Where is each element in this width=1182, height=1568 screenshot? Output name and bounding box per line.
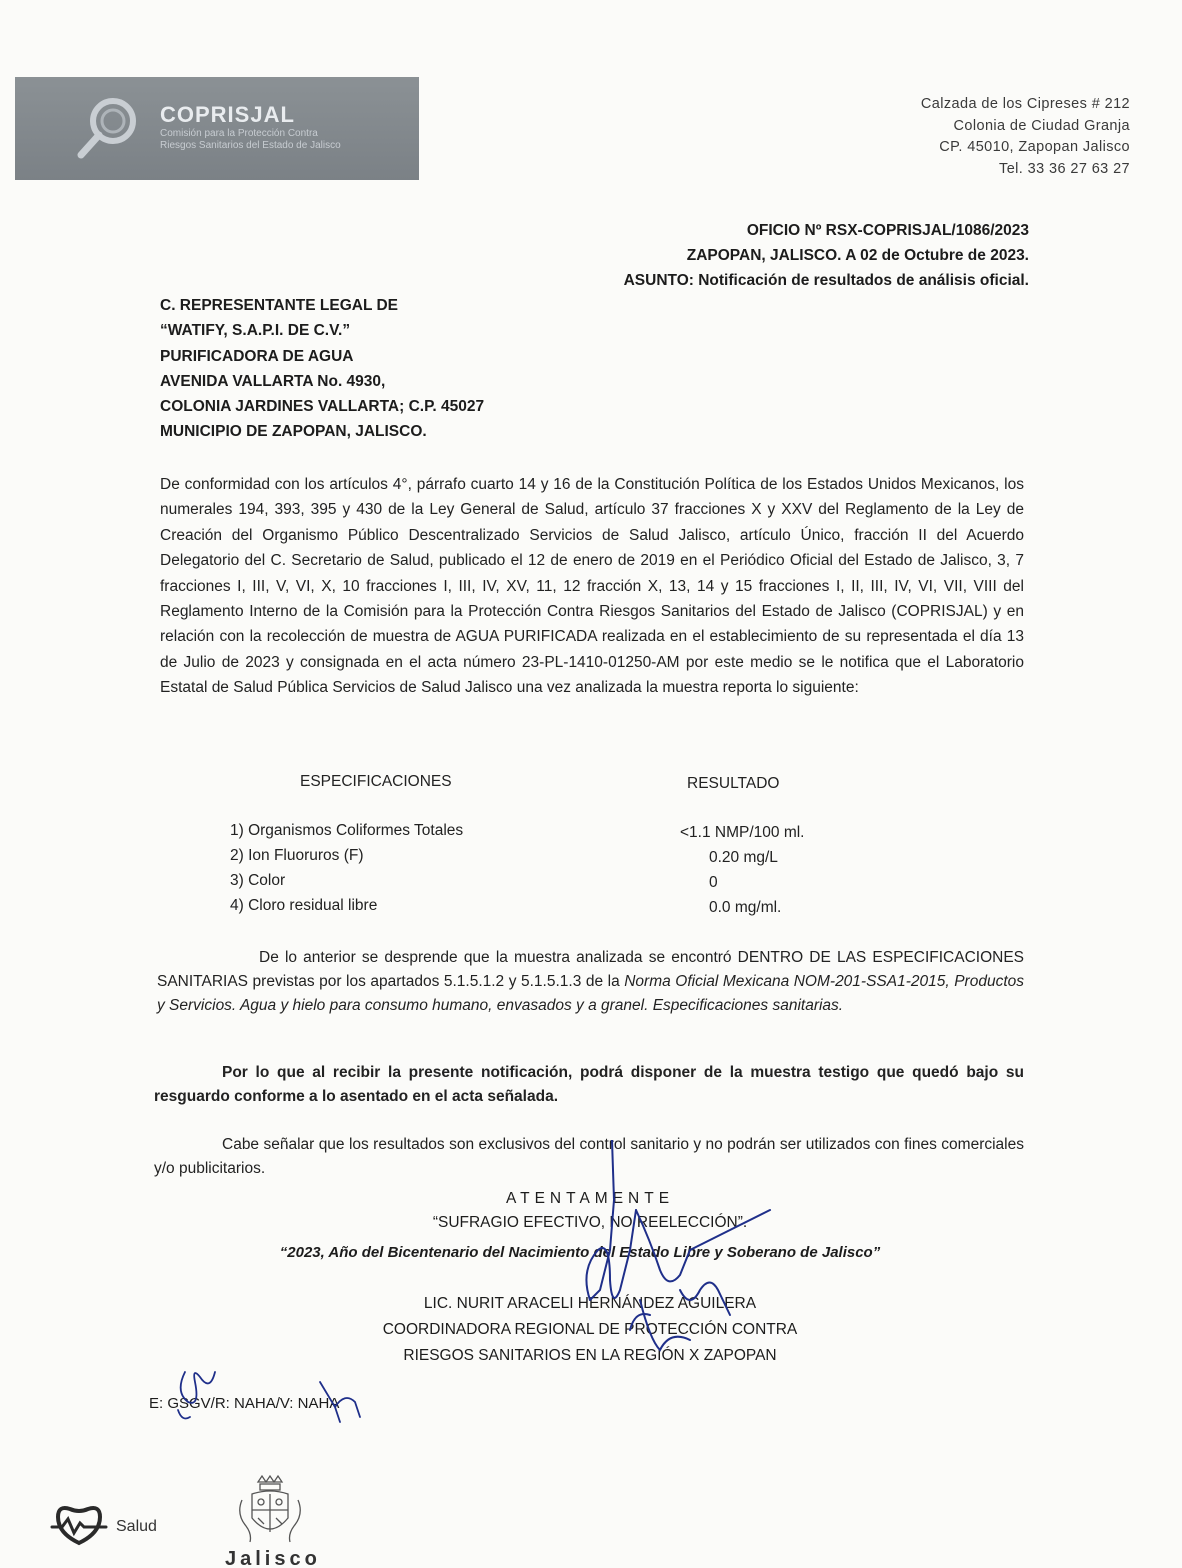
logo-subtitle — [160, 128, 410, 152]
address-line: CP. 45010, Zapopan Jalisco — [939, 139, 1130, 155]
exclusivity-text: Cabe señalar que los resultados son exclusivos del control sanitario y no podrán ser utilizados con fines comerciales y/o publicitarios. — [154, 1136, 1024, 1177]
result-row: 0.20 mg/L — [709, 849, 778, 866]
result-column-header: RESULTADO — [687, 775, 780, 792]
spec-row: 1) Organismos Coliformes Totales — [230, 822, 464, 839]
recipient-line: PURIFICADORA DE AGUA — [160, 347, 354, 365]
oficio-subject: ASUNTO: Notificación de resultados de análisis oficial. — [623, 272, 1029, 289]
signer-title: RIESGOS SANITARIOS EN LA REGIÓN X ZAPOPAN — [403, 1347, 777, 1364]
recipient-line: MUNICIPIO DE ZAPOPAN, JALISCO. — [160, 423, 427, 441]
spec-row: 2) Ion Fluoruros (F) — [230, 847, 364, 864]
address-line: Colonia de Ciudad Granja — [953, 117, 1130, 134]
recipient-line: COLONIA JARDINES VALLARTA; C.P. 45027 — [160, 398, 485, 416]
signer-name: LIC. NURIT ARACELI HERNÁNDEZ AGUILERA — [423, 1295, 757, 1312]
spec-row: 3) Color — [230, 872, 286, 889]
conclusion-paragraph — [157, 946, 1024, 1018]
logo-subtitle-line-1: Comisión para la Protección Contra — [160, 128, 318, 139]
closing-motto: “SUFRAGIO EFECTIVO, NO REELECCIÓN”. — [432, 1214, 748, 1231]
oficio-number: OFICIO Nº RSX-COPRISJAL/1086/2023 — [746, 222, 1029, 239]
initials-line: E: GSGV/R: NAHA/V: NAHA — [149, 1395, 340, 1412]
result-row: 0 — [709, 874, 718, 891]
result-row: 0.0 mg/ml. — [709, 899, 782, 916]
address-line: Calzada de los Cipreses # 212 — [920, 96, 1130, 112]
logo-subtitle-line-2: Riesgos Sanitarios del Estado de Jalisco — [160, 140, 341, 151]
recipient-line: AVENIDA VALLARTA No. 4930, — [160, 372, 386, 390]
norma-citation: Norma Oficial Mexicana NOM-201-SSA1-2015, Productos y Servicios. Agua y hielo para consumo humano, envasados y a granel. Especificaciones sanitarias. — [157, 973, 1024, 1014]
logo-title: COPRISJAL — [160, 102, 295, 127]
jalisco-coat-of-arms-icon — [236, 1474, 304, 1546]
spec-column-header: ESPECIFICACIONES — [300, 773, 452, 790]
handwritten-signature — [540, 1140, 800, 1360]
closing-anniversary: “2023, Año del Bicentenario del Nacimiento del Estado Libre y Soberano de Jalisco” — [279, 1244, 881, 1261]
muestra-text: Por lo que al recibir la presente notificación, podrá disponer de la muestra testigo que quedó bajo su resguardo conforme a lo asentado en el acta señalada. — [154, 1064, 1024, 1105]
result-row: <1.1 NMP/100 ml. — [680, 824, 805, 841]
oficio-place-date: ZAPOPAN, JALISCO. A 02 de Octubre de 2023. — [686, 247, 1029, 264]
spec-row: 4) Cloro residual libre — [230, 897, 378, 914]
recipient-line: C. REPRESENTANTE LEGAL DE — [160, 297, 398, 314]
conclusion-text: De lo anterior se desprende que la muestra analizada se encontró DENTRO DE LAS ESPECIFICACIONES SANITARIAS previstas por los apartados 5.1.5.1.2 y 5.1.5.1.3 de la — [157, 949, 1024, 990]
oficio-header — [624, 218, 1029, 293]
body-paragraph: De conformidad con los artículos 4°, párrafo cuarto 14 y 16 de la Constitución Política de los Estados Unidos Mexicanos, los numerales 194, 393, 395 y 430 de la Ley General de Salud, artículo 37 fracciones X y XXV del Reglamento de la Ley de Creación del Organismo Público Descentralizado Servicios de Salud Jalisco, artículo Único, fracción II del Acuerdo Delegatorio del C. Secretario de Salud, publicado el 12 de enero de 2019 en el Periódico Oficial del Estado de Jalisco, 3, 7 fracciones I, III, V, VI, X, 10 fracciones I, III, IV, XV, 11, 12 fracción X, 13, 14 y 15 fracciones I, II, III, IV, VI, VII, VIII del Reglamento Interno de la Comisión para la Protección Contra Riesgos Sanitarios del Estado de Jalisco (COPRISJAL) y en relación con la recolección de muestra de AGUA PURIFICADA realizada en el establecimiento de su representada el día 13 de Julio de 2023 y consignada en el acta número 23-PL-1410-01250-AM por este medio se le notifica que el Laboratorio Estatal de Salud Pública Servicios de Salud Jalisco una vez analizada la muestra reporta lo siguiente: — [160, 476, 1024, 697]
address-line: Tel. 33 36 27 63 27 — [999, 160, 1130, 177]
salud-logo-icon — [50, 1503, 108, 1547]
recipient-line: “WATIFY, S.A.P.I. DE C.V.” — [160, 322, 351, 340]
magnifier-logo-icon — [75, 95, 141, 161]
initials-scribble — [170, 1362, 390, 1432]
signer-title: COORDINADORA REGIONAL DE PROTECCIÓN CONTRA — [382, 1321, 798, 1338]
closing-atentamente: ATENTAMENTE — [505, 1190, 675, 1207]
muestra-paragraph — [154, 1061, 1024, 1109]
jalisco-wordmark: Jalisco — [225, 1548, 321, 1566]
recipient-block — [160, 293, 484, 445]
salud-label: Salud — [116, 1518, 157, 1535]
address-block — [921, 94, 1130, 180]
